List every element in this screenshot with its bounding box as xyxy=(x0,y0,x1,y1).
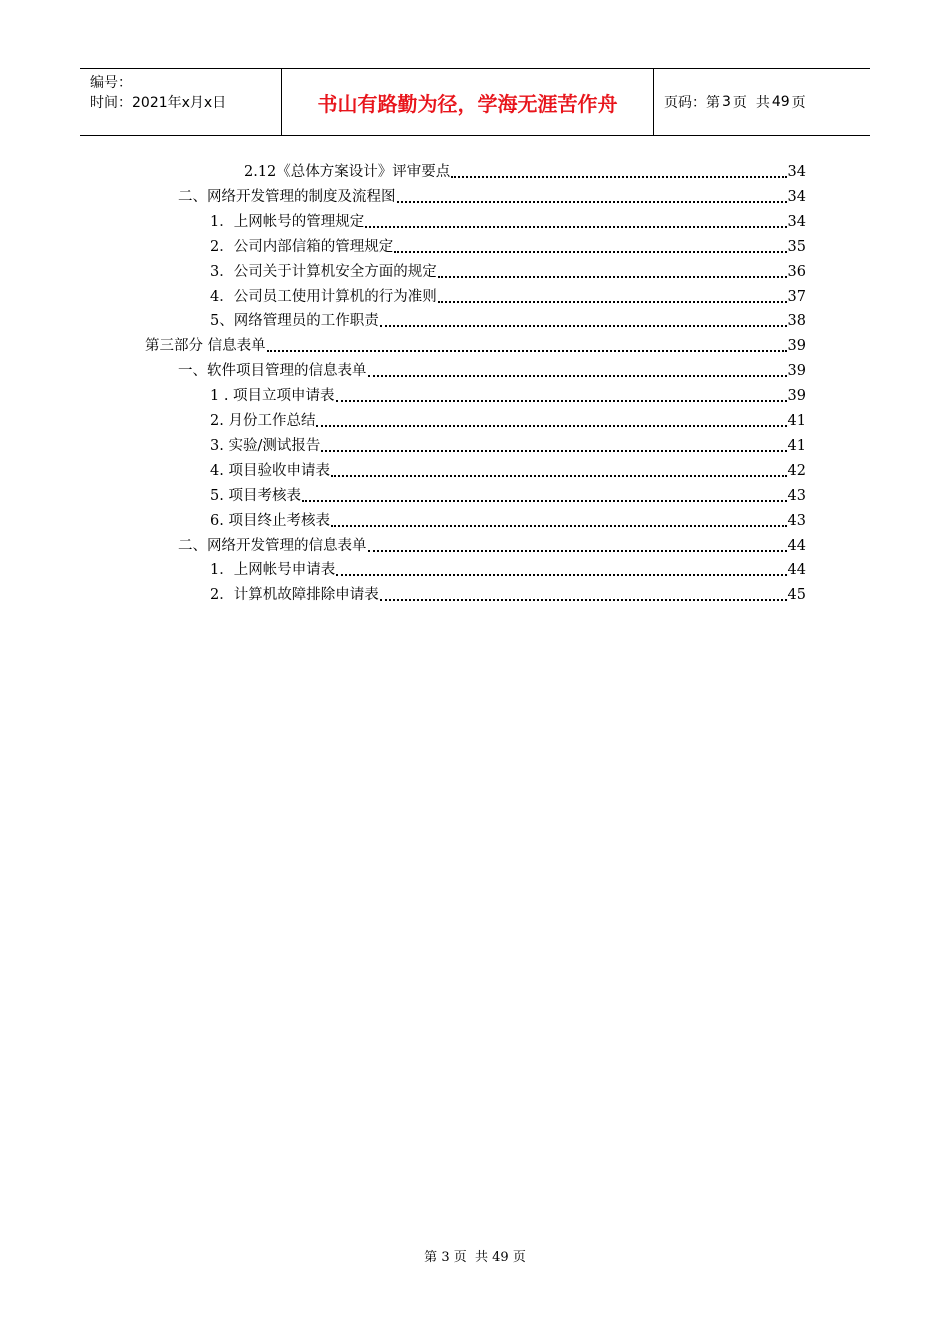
toc-entry-page: 44 xyxy=(787,537,806,554)
toc-entry[interactable] xyxy=(210,208,806,232)
toc-leader-dots xyxy=(451,176,786,178)
toc-entry[interactable] xyxy=(145,332,806,356)
toc-entry-page: 34 xyxy=(787,213,806,230)
toc-leader-dots xyxy=(267,350,787,352)
toc-leader-dots xyxy=(365,226,786,228)
toc-entry-title: 二、网络开发管理的信息表单 xyxy=(178,537,367,554)
toc-entry-title: 1．上网帐号申请表 xyxy=(210,562,336,579)
toc-entry[interactable] xyxy=(210,457,806,481)
header-meta xyxy=(80,69,282,135)
toc-entry-page: 41 xyxy=(787,413,806,429)
header-page-mid: 页 共 xyxy=(732,95,770,111)
toc-entry-page: 36 xyxy=(787,263,806,280)
footer-current: 3 xyxy=(441,1250,450,1265)
toc-leader-dots xyxy=(380,599,787,601)
toc-entry-title: 3．公司关于计算机安全方面的规定 xyxy=(210,263,437,280)
toc-leader-dots xyxy=(336,400,787,402)
document-number-label: 编号： xyxy=(90,75,132,91)
toc-entry-title: 5、网络管理员的工作职责 xyxy=(210,313,379,330)
toc-entry[interactable] xyxy=(210,556,806,580)
toc-entry-title: 2．计算机故障排除申请表 xyxy=(210,587,379,604)
toc-entry-title: 3. 实验/测试报告 xyxy=(210,437,321,454)
toc-leader-dots xyxy=(336,574,786,576)
toc-leader-dots xyxy=(331,525,787,527)
toc-leader-dots xyxy=(438,301,787,303)
toc-leader-dots xyxy=(316,425,786,427)
toc-entry[interactable] xyxy=(210,382,806,406)
toc-entry-page: 41 xyxy=(787,437,806,454)
toc-entry[interactable] xyxy=(210,283,806,307)
toc-entry-title: 4．公司员工使用计算机的行为准则 xyxy=(210,288,437,305)
toc-entry-title: 2．公司内部信箱的管理规定 xyxy=(210,238,394,255)
document-time-label: 时间：2021年x月x日 xyxy=(90,95,227,111)
toc-entry[interactable] xyxy=(210,507,806,531)
footer-total: 49 xyxy=(492,1250,509,1265)
toc-leader-dots xyxy=(438,276,787,278)
header-page-current: 3 xyxy=(722,94,731,110)
toc-entry[interactable] xyxy=(178,183,806,207)
toc-entry-page: 43 xyxy=(787,487,806,504)
toc-leader-dots xyxy=(302,500,787,502)
toc-entry-page: 44 xyxy=(787,562,806,579)
toc-entry[interactable] xyxy=(210,432,806,456)
toc-entry[interactable] xyxy=(210,307,806,331)
toc-entry-page: 45 xyxy=(787,587,806,604)
toc-entry[interactable] xyxy=(210,407,806,431)
header-page-label: 页码：第 xyxy=(664,95,720,111)
toc-leader-dots xyxy=(368,375,787,377)
toc-entry-page: 39 xyxy=(787,363,806,380)
toc-entry[interactable] xyxy=(210,482,806,506)
toc-entry-page: 42 xyxy=(787,462,806,479)
toc-leader-dots xyxy=(394,251,786,253)
toc-entry-title: 1 . 项目立项申请表 xyxy=(210,388,335,405)
toc-entry-title: 第三部分 信息表单 xyxy=(145,338,266,355)
toc-entry[interactable] xyxy=(210,233,806,257)
toc-entry-title: 1．上网帐号的管理规定 xyxy=(210,213,365,230)
toc-entry-title: 2. 月份工作总结 xyxy=(210,413,316,429)
header-page-total: 49 xyxy=(771,94,790,110)
toc-leader-dots xyxy=(368,550,787,552)
toc-entry-page: 43 xyxy=(787,512,806,529)
toc-entry[interactable] xyxy=(244,158,806,182)
toc-entry-page: 35 xyxy=(787,238,806,255)
toc-entry-title: 5. 项目考核表 xyxy=(210,487,301,504)
toc-entry-page: 38 xyxy=(787,313,806,330)
toc-entry-page: 37 xyxy=(787,288,806,305)
toc-entry-title: 6. 项目终止考核表 xyxy=(210,512,330,529)
toc-leader-dots xyxy=(321,450,786,452)
footer-suffix: 页 xyxy=(512,1250,526,1265)
page-footer xyxy=(0,1246,950,1265)
page-header xyxy=(80,68,870,136)
toc-entry-title: 一、软件项目管理的信息表单 xyxy=(178,363,367,380)
toc-entry[interactable] xyxy=(210,258,806,282)
toc-leader-dots xyxy=(380,325,787,327)
header-page-info xyxy=(654,69,870,135)
toc-entry-title: 2.12《总体方案设计》评审要点 xyxy=(244,164,451,180)
toc-entry[interactable] xyxy=(178,532,806,556)
toc-entry-page: 39 xyxy=(787,338,806,355)
toc-entry-title: 二、网络开发管理的制度及流程图 xyxy=(178,188,396,205)
header-motto: 书山有路勤为径，学海无涯苦作舟 xyxy=(282,69,654,135)
footer-prefix: 第 xyxy=(424,1250,438,1265)
toc-entry[interactable] xyxy=(178,357,806,381)
toc-entry-page: 34 xyxy=(787,164,806,180)
header-page-end: 页 xyxy=(791,95,806,111)
toc-leader-dots xyxy=(331,475,787,477)
toc-entry-page: 34 xyxy=(787,188,806,205)
toc-leader-dots xyxy=(397,201,787,203)
toc-entry-title: 4. 项目验收申请表 xyxy=(210,462,330,479)
toc-entry-page: 39 xyxy=(787,388,806,405)
toc-entry[interactable] xyxy=(210,581,806,605)
footer-mid: 页 共 xyxy=(453,1250,488,1265)
